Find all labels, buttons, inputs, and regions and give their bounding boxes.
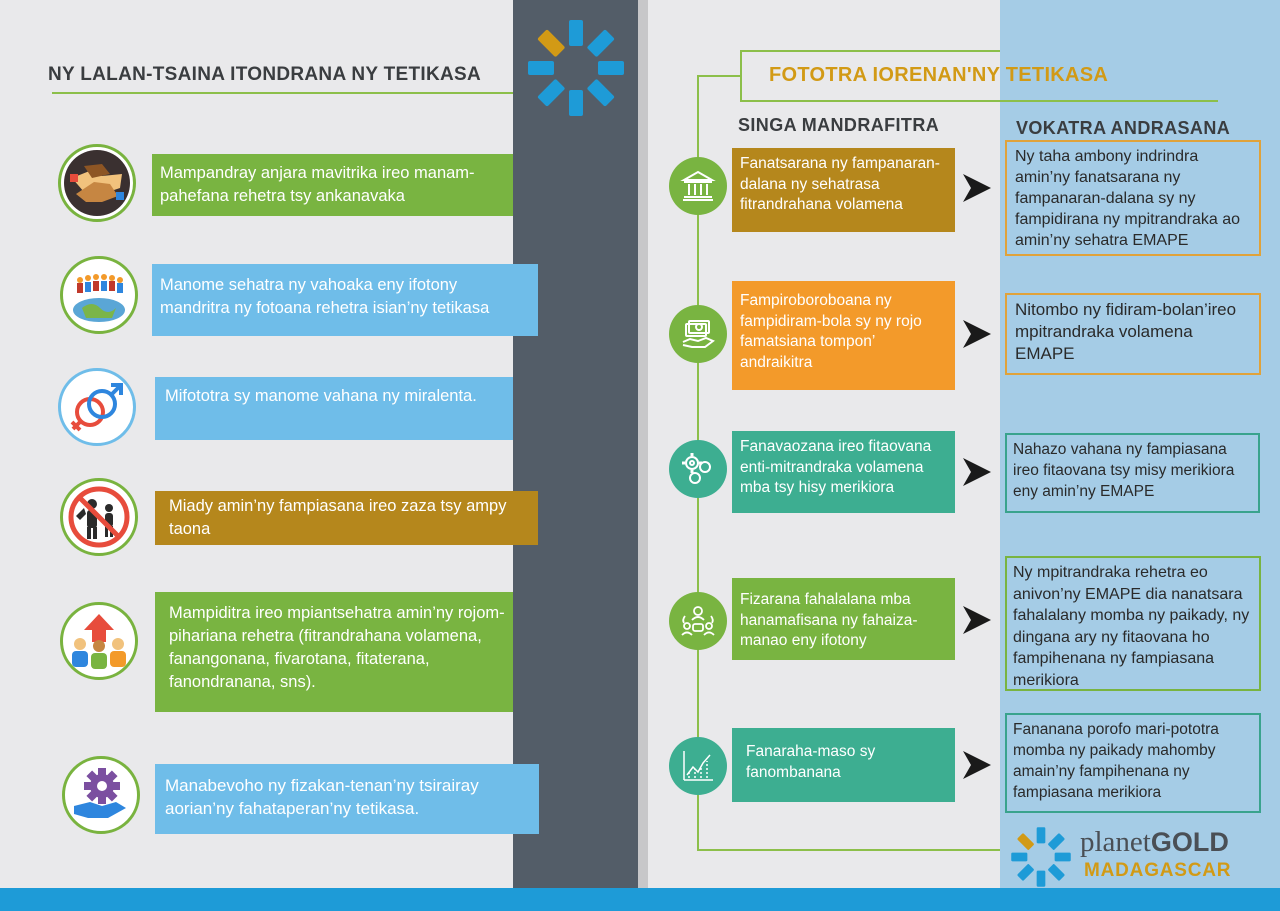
principle-box-5 [155,592,513,712]
principle-text-5: Mampiditra ireo mpiantsehatra amin’ny rojom-pihariana rehetra (fitrandrahana volamena, fanangonana, fivarotana, fitaterana, fanondranana, sns). [169,604,505,691]
activity-box-3 [732,431,955,513]
activity-text-4: Fizarana fahalalana mba hanamafisana ny fahaiza-manao eny ifotony [740,591,918,649]
bank-building-icon [669,157,727,215]
left-section-title: NY LALAN-TSAINA ITONDRANA NY TETIKASA [48,64,481,85]
activity-box-5 [732,728,955,802]
gear-hand-icon [62,756,140,834]
brand-name-bold: GOLD [1150,827,1229,857]
activity-box-2 [732,281,955,390]
title-frame-bottom [740,100,1218,102]
brand-name-light: planet [1080,826,1151,858]
principle-text-4: Miady amin’ny fampiasana ireo zaza tsy ampy taona [169,497,507,538]
activity-box-1 [732,148,955,232]
title-underline [52,92,513,94]
result-text-5: Fananana porofo mari-pototra momba ny paikady mahomby amain’ny fampihenana ny fampiasana merikiora [1013,721,1219,801]
principle-box-2 [152,264,538,336]
gears-icon [669,440,727,498]
result-box-3 [1005,433,1260,513]
bottom-bar [0,888,1280,911]
center-divider-band [513,0,638,888]
principle-box-4 [155,491,538,545]
result-text-4: Ny mpitrandraka rehetra eo anivon’ny EMAPE dia nanatsara fahalalany momba ny paikady, ny dingana ary ny fitaovana ho fampihenana ny fampiasana merikiora [1013,564,1250,689]
principle-box-1 [152,154,513,216]
knowledge-sharing-icon [669,592,727,650]
divider-gap [638,0,648,888]
activity-column-header: SINGA MANDRAFITRA [738,115,940,135]
result-box-5 [1005,713,1261,813]
connector-top [697,75,741,77]
activity-text-2: Fampiroboroboana ny fampidiram-bola sy ny rojo famatsiana tompon’ andraikitra [740,292,922,371]
left-panel-background [0,0,513,888]
chevron-right-icon [961,172,993,204]
planetgold-logo-icon [526,18,626,118]
principle-text-3: Mifototra sy manome vahana ny miralenta. [165,387,477,405]
activity-text-3: Fanavaozana ireo fitaovana enti-mitrandraka volamena mba tsy hisy merikiora [740,438,932,496]
gender-symbols-icon [58,368,136,446]
principle-text-1: Mampandray anjara mavitrika ireo manam-pahefana rehetra tsy ankanavaka [160,164,475,205]
result-box-1 [1005,140,1261,256]
handshake-hands-icon [58,144,136,222]
principle-box-6 [155,764,539,834]
principle-text-2: Manome sehatra ny vahoaka eny ifotony mandritra ny fotoana rehetra isian’ny tetikasa [160,276,490,317]
activity-text-1: Fanatsarana ny fampanaran-dalana ny sehatrasa fitrandrahana volamena [740,155,940,213]
planetgold-small-logo-icon [1010,826,1072,888]
principle-text-6: Manabevoho ny fizakan-tenan’ny tsirairay aorian’ny fahataperan’ny tetikasa. [165,776,479,818]
chevron-right-icon [961,749,993,781]
result-box-2 [1005,293,1261,375]
no-child-labor-icon [60,478,138,556]
title-frame-top [740,50,1000,52]
activity-box-4 [732,578,955,660]
connector-bottom [697,849,1000,851]
money-hand-icon [669,305,727,363]
chevron-right-icon [961,318,993,350]
activity-text-5: Fanaraha-maso sy fanombanana [746,743,876,781]
monitoring-chart-icon [669,737,727,795]
brand-wordmark [1080,826,1229,859]
result-text-2: Nitombo ny fidiram-bolan’ireo mpitrandraka volamena EMAPE [1015,300,1237,363]
chevron-right-icon [961,456,993,488]
result-column-header: VOKATRA ANDRASANA [1016,118,1231,138]
right-section-title: FOTOTRA IORENAN'NY TETIKASA [769,64,1109,86]
stakeholders-group-icon [60,602,138,680]
brand-country: MADAGASCAR [1084,860,1232,881]
result-box-4 [1005,556,1261,691]
community-people-icon [60,256,138,334]
result-text-3: Nahazo vahana ny fampiasana ireo fitaovana tsy misy merikiora eny amin’ny EMAPE [1013,441,1235,500]
principle-box-3 [155,377,513,440]
chevron-right-icon [961,604,993,636]
result-text-1: Ny taha ambony indrindra amin’ny fanatsarana ny fampanaran-dalana sy ny fampidirana ny mpitrandraka ao amin’ny sehatra EMAPE [1015,148,1241,249]
